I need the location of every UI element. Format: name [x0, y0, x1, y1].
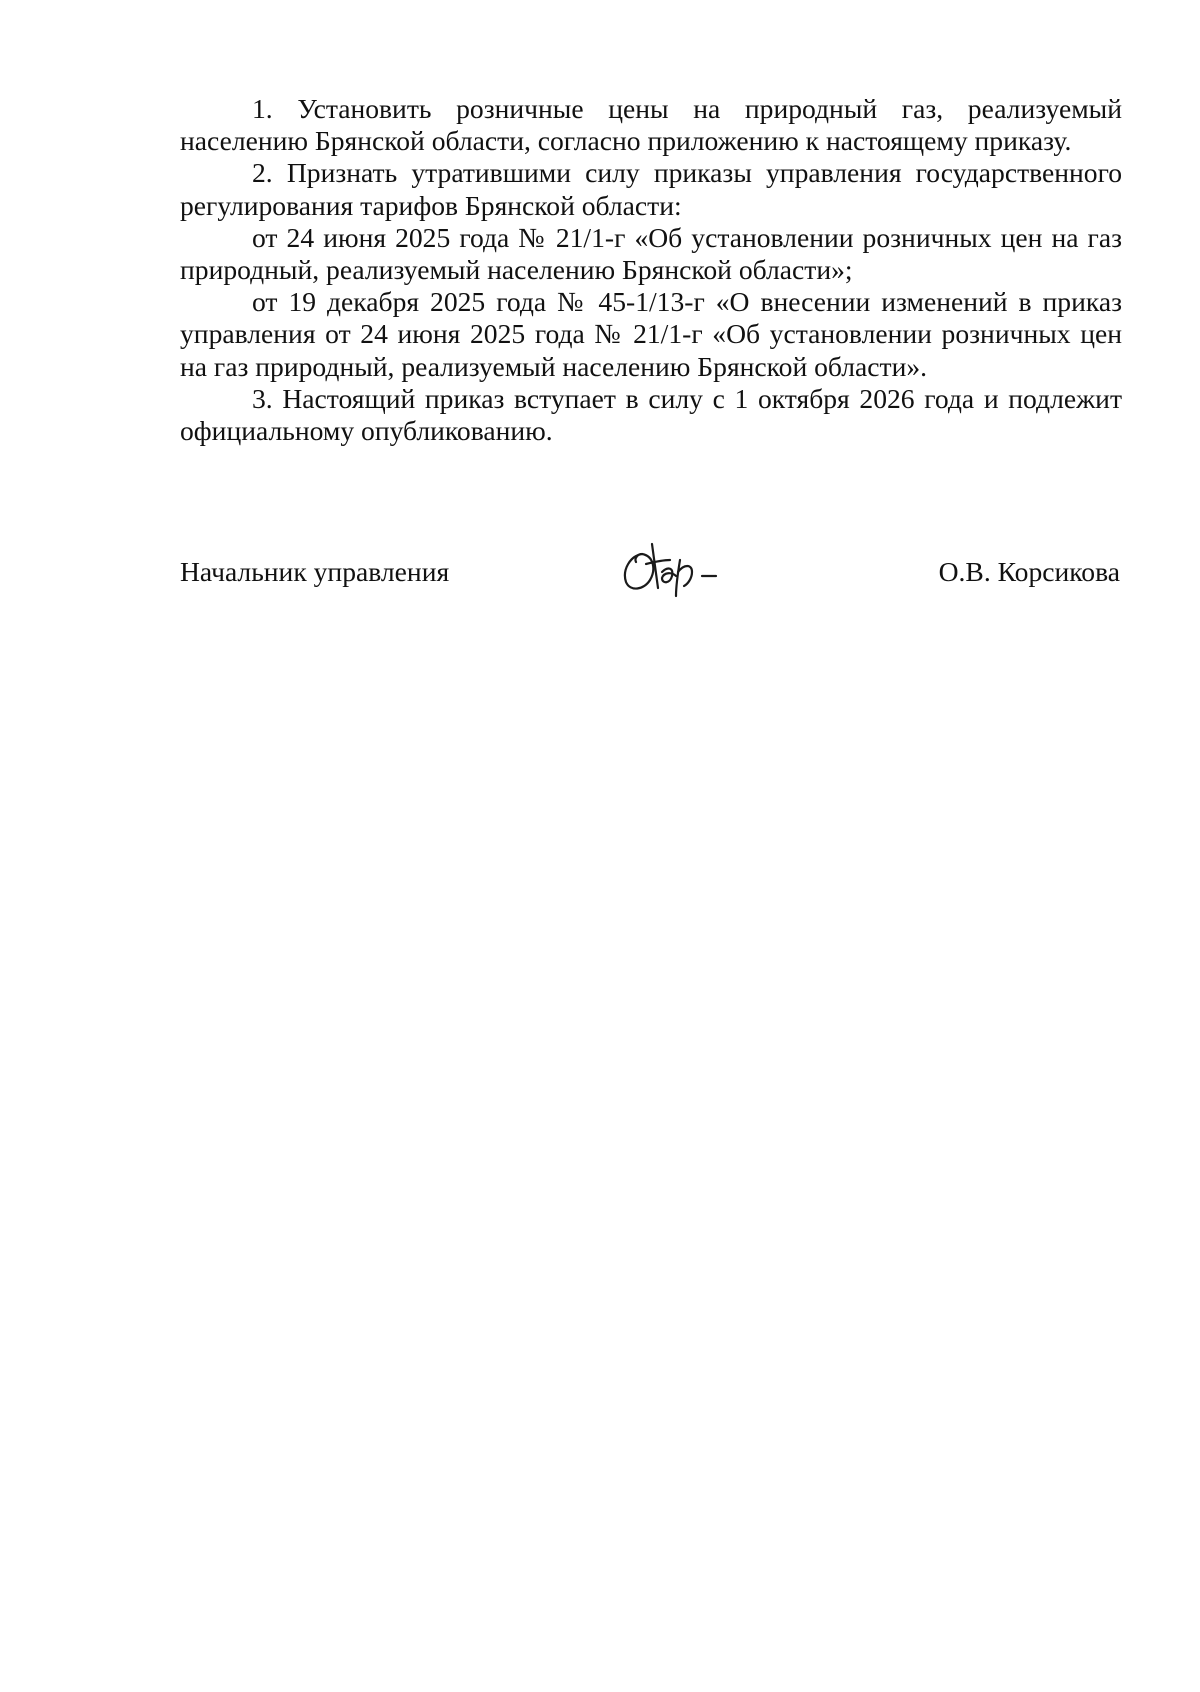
paragraph-repealed-order-december: от 19 декабря 2025 года № 45-1/13-г «О внесении изменений в приказ управления от 24 июня 2025 года № 21/1-г «Об установлении розничных цен на газ природный, реализуемый населению Брянской области». [180, 286, 1122, 382]
paragraph-item-2-repeal-orders: 2. Признать утратившими силу приказы управления государственного регулирования тарифов Брянской области: [180, 157, 1122, 221]
signatory-position-title: Начальник управления [180, 556, 450, 587]
paragraph-item-1-set-prices: 1. Установить розничные цены на природный газ, реализуемый населению Брянской области, согласно приложению к настоящему приказу. [180, 93, 1122, 157]
handwritten-signature-icon [612, 532, 742, 602]
signatory-name: О.В. Корсикова [938, 556, 1120, 587]
signature-block [180, 532, 1120, 602]
paragraph-repealed-order-june: от 24 июня 2025 года № 21/1-г «Об установлении розничных цен на газ природный, реализуемый населению Брянской области»; [180, 221, 1122, 286]
paragraph-item-3-effective-date: 3. Настоящий приказ вступает в силу с 1 октября 2026 года и подлежит официальному опубликованию. [180, 382, 1122, 447]
order-body-text [180, 93, 1122, 447]
